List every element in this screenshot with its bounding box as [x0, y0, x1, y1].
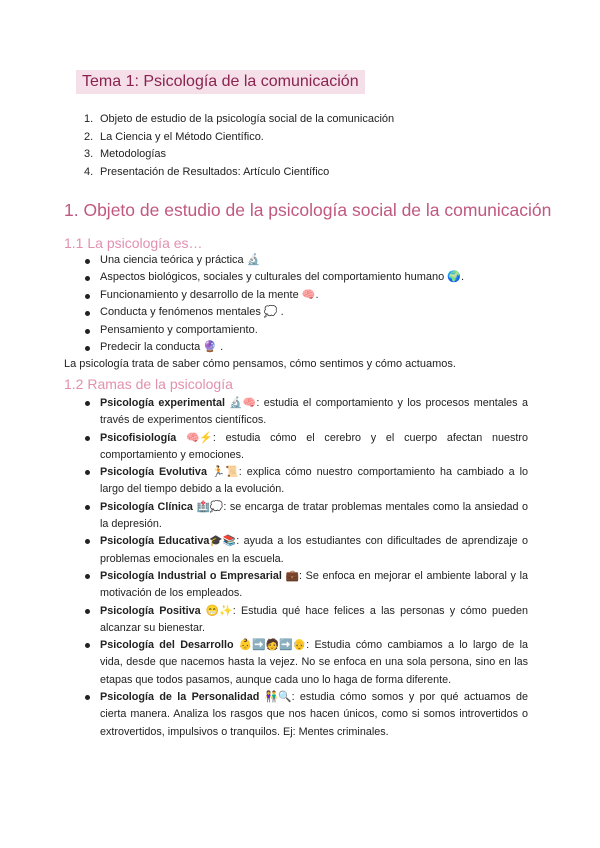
life-stages-icon: 👶➡️🧑➡️👴 [238, 639, 307, 652]
toc-item: 3. Metodologías [84, 148, 167, 160]
branch-description: : ayuda a los estudiantes con dificultades de aprendizaje o problemas emocionales en la escuela. [100, 535, 528, 565]
microscope-icon: 🔬 [246, 254, 261, 266]
branch-name: Psicología Industrial o Empresarial [100, 569, 282, 582]
runner-scroll-icon: 🏃📜 [211, 466, 239, 479]
list-item [84, 464, 528, 499]
list-item: Predecir la conducta 🔮 . [84, 339, 464, 356]
branch-name: Psicología experimental [100, 397, 226, 409]
branch-description: : Estudia qué hace felices a las personas y cómo pueden alcanzar su bienestar. [100, 604, 528, 634]
branch-description: : Estudia cómo cambiamos a lo largo de la vida, desde que nacemos hasta la vejez. No se enfoca en una sola persona, sino en las etapas que todos pasamos, aunque cada uno lo haga de forma diferente. [100, 639, 528, 686]
branch-name: Psicología Clínica [100, 500, 193, 513]
summary-paragraph: La psicología trata de saber cómo pensamos, cómo sentimos y cómo actuamos. [64, 358, 456, 370]
list-item [84, 430, 528, 465]
crystal-ball-icon: 🔮 [203, 341, 218, 354]
branch-description: : se encarga de tratar problemas mentales como la ansiedad o la depresión. [100, 500, 529, 531]
psychology-is-list [84, 252, 464, 356]
list-item [84, 603, 528, 638]
list-item [84, 499, 528, 534]
list-item [84, 637, 528, 689]
list-item [84, 533, 528, 568]
branch-name: Psicofisiología [100, 431, 177, 444]
toc-item: 2. La Ciencia y el Método Científico. [84, 130, 264, 143]
graduation-books-icon: 🎓📚 [209, 535, 237, 548]
list-item: Funcionamiento y desarrollo de la mente 🧠. [84, 287, 464, 304]
branch-description: : estudia cómo somos y por qué actuamos de cierta manera. Analiza los rasgos que nos hacen únicos, como si somos introvertidos o extrovertidos, impulsivos o tranquilos. Ej: Mentes criminales. [100, 691, 529, 738]
list-item: Pensamiento y comportamiento. [84, 322, 464, 339]
hospital-thought-icon: 🏥💭 [196, 500, 224, 513]
briefcase-icon: 💼 [285, 569, 300, 582]
branch-name: Psicología Positiva [100, 604, 201, 617]
list-item [84, 689, 528, 741]
branch-description: : estudia cómo el cerebro y el cuerpo afectan nuestro comportamiento y emociones. [100, 431, 528, 461]
list-item: Una ciencia teórica y práctica 🔬 [84, 252, 464, 269]
table-of-contents [84, 111, 394, 181]
branch-name: Psicología de la Personalidad [100, 691, 260, 704]
list-item: Conducta y fenómenos mentales 💭 . [84, 304, 464, 321]
branches-list [84, 395, 528, 741]
microscope-brain-icon: 🔬🧠 [229, 397, 257, 409]
globe-icon: 🌍 [447, 271, 461, 284]
thought-bubble-icon: 💭 [263, 306, 278, 319]
branch-name: Psicología del Desarrollo [100, 639, 234, 652]
couple-magnifier-icon: 👫🔍 [264, 691, 292, 704]
toc-item: 1. Objeto de estudio de la psicología social de la comunicación [84, 113, 395, 125]
branch-description: : Se enfoca en mejorar el ambiente laboral y la motivación de los empleados. [100, 569, 528, 600]
branch-description: : estudia el comportamiento y los procesos mentales a través de experimentos científicos. [100, 397, 528, 427]
brain-icon: 🧠 [301, 288, 316, 301]
page-title: Tema 1: Psicología de la comunicación [76, 70, 365, 94]
branch-description: : explica cómo nuestro comportamiento ha cambiado a lo largo del tiempo debido a la evolución. [100, 466, 528, 496]
grin-sparkles-icon: 😁✨ [205, 604, 233, 617]
list-item [84, 395, 528, 430]
section-heading: 1. Objeto de estudio de la psicología social de la comunicación [64, 200, 552, 220]
list-item: Aspectos biológicos, sociales y culturales del comportamiento humano 🌍. [84, 269, 464, 286]
list-item [84, 568, 528, 603]
branch-name: Psicología Evolutiva [100, 466, 207, 479]
subsection-heading-1-1: 1.1 La psicología es… [64, 235, 203, 251]
subsection-heading-1-2: 1.2 Ramas de la psicología [64, 376, 233, 392]
toc-item: 4. Presentación de Resultados: Artículo Científico [84, 165, 330, 178]
branch-name: Psicología Educativa [100, 535, 210, 548]
brain-lightning-icon: 🧠⚡ [185, 431, 213, 444]
